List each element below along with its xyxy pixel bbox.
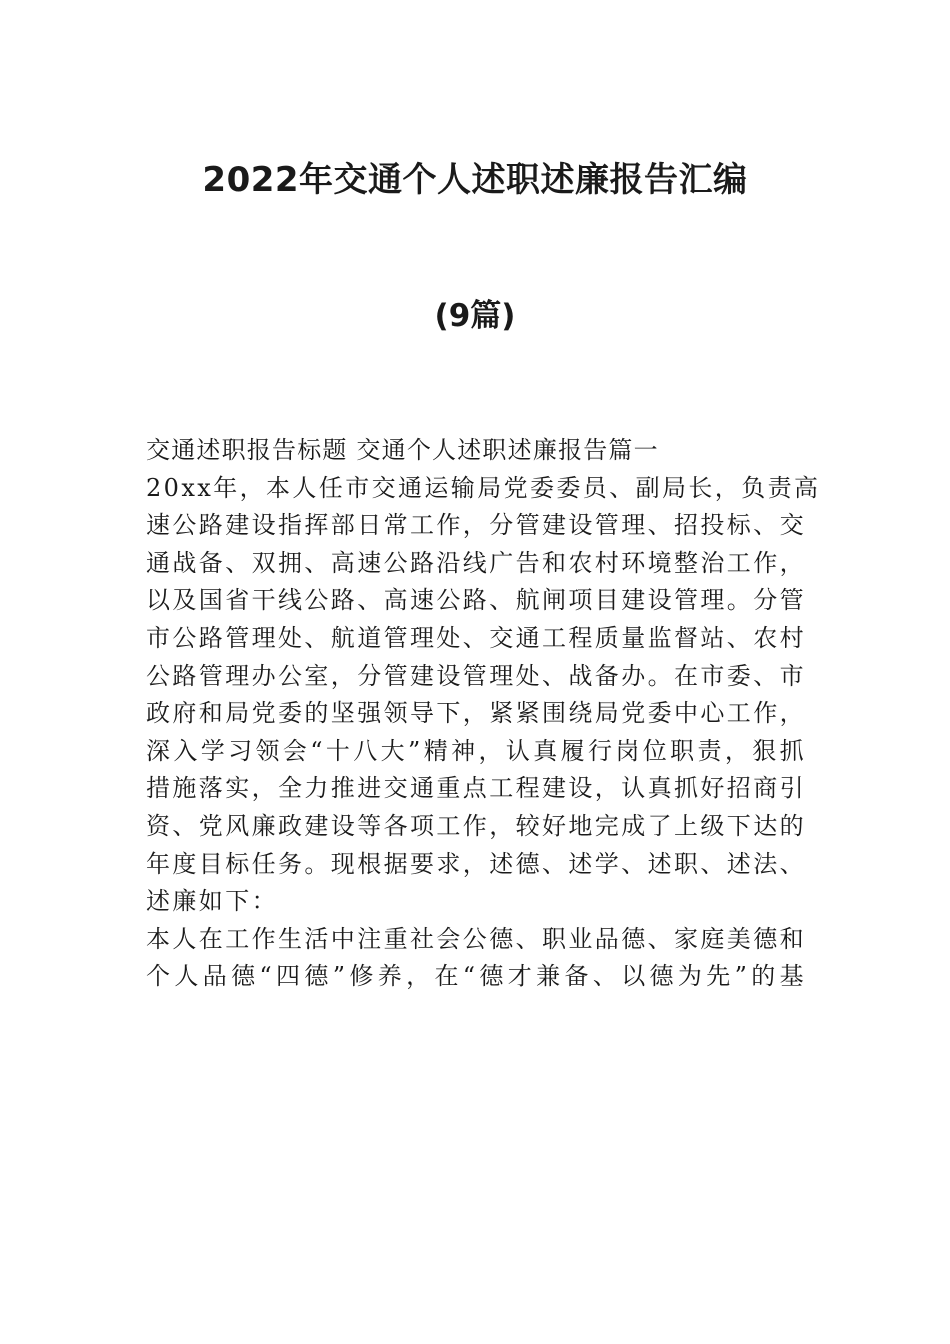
section-heading: 交通述职报告标题 交通个人述职述廉报告篇一 (146, 436, 659, 464)
paragraph-line: 个人品德“四德”修养，在“德才兼备、以德为先”的基 (146, 962, 806, 991)
paragraph-line: 本人在工作生活中注重社会公德、职业品德、家庭美德和 (146, 924, 806, 953)
paragraph-line: 政府和局党委的坚强领导下，紧紧围绕局党委中心工作， (146, 699, 806, 728)
paragraph-2 (146, 921, 806, 996)
paragraph-1 (146, 470, 821, 921)
paragraph-line: 措施落实，全力推进交通重点工程建设，认真抓好招商引 (146, 774, 806, 803)
paragraph-line: 以及国省干线公路、高速公路、航闸项目建设管理。分管 (146, 586, 806, 615)
paragraph-line: 资、党风廉政建设等各项工作，较好地完成了上级下达的 (146, 811, 806, 840)
paragraph-line: 通战备、双拥、高速公路沿线广告和农村环境整治工作， (146, 548, 806, 577)
paragraph-line: 述廉如下： (146, 887, 278, 916)
document-body (146, 432, 821, 996)
paragraph-line: 年度目标任务。现根据要求，述德、述学、述职、述法、 (146, 849, 806, 878)
document-subtitle: (9篇) (434, 298, 516, 334)
paragraph-line: 速公路建设指挥部日常工作，分管建设管理、招投标、交 (146, 511, 806, 540)
paragraph-line: 深入学习领会“十八大”精神，认真履行岗位职责，狠抓 (146, 736, 806, 765)
paragraph-line: 公路管理办公室，分管建设管理处、战备办。在市委、市 (146, 661, 806, 690)
document-title: 2022年交通个人述职述廉报告汇编 (202, 160, 748, 200)
paragraph-line: 市公路管理处、航道管理处、交通工程质量监督站、农村 (146, 623, 806, 652)
paragraph-line: 20xx年，本人任市交通运输局党委委员、副局长，负责高 (146, 473, 821, 502)
